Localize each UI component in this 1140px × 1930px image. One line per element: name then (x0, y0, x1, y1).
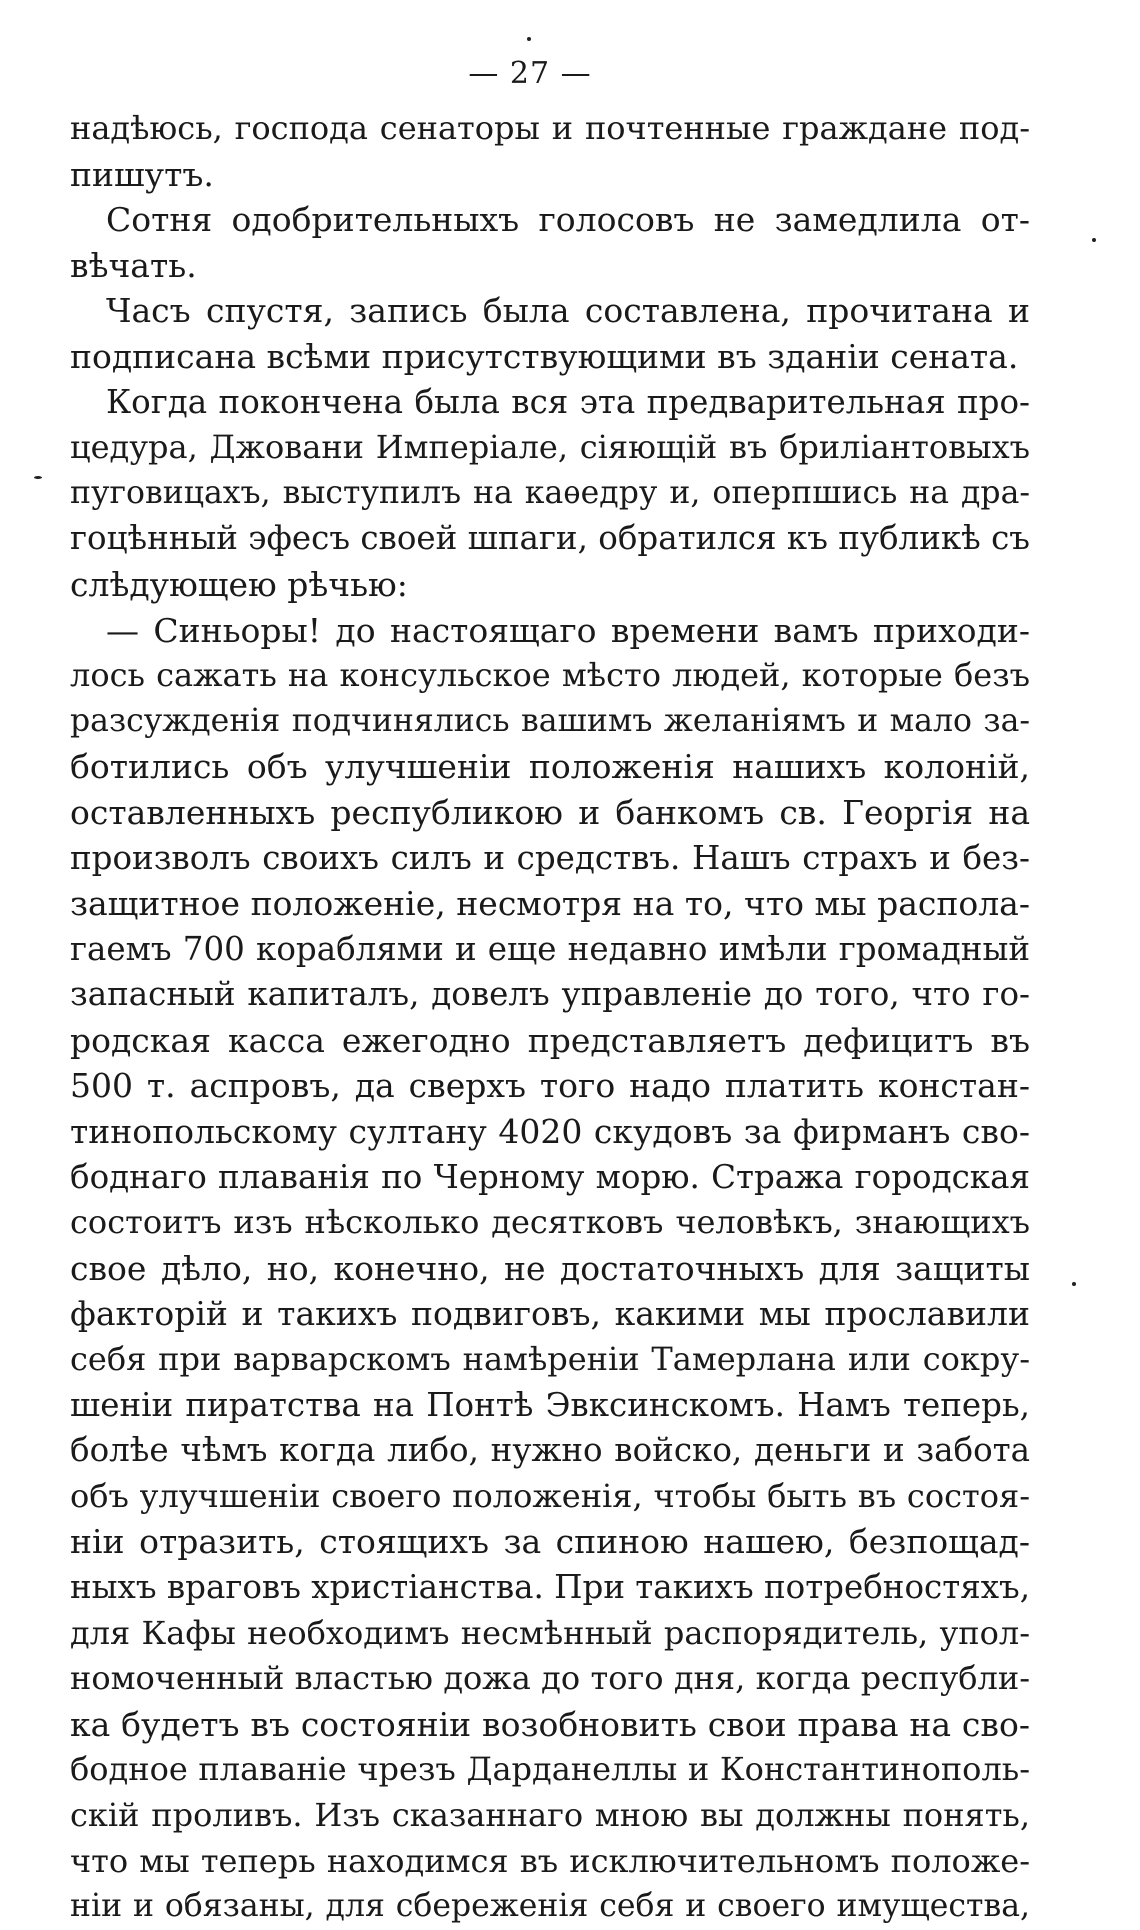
ink-speck (1092, 238, 1096, 242)
text-line: что мы теперь находимся въ исключительномъ положе- (70, 1841, 1030, 1880)
text-line: пуговицахъ, выступилъ на каѳедру и, оперпшись на дра- (70, 474, 1030, 511)
ink-speck (1072, 1282, 1076, 1286)
text-line: свое дѣло, но, конечно, не достаточныхъ для защиты (70, 1248, 1030, 1288)
text-line: запасный капиталъ, довелъ управленiе до того, что го- (70, 975, 1030, 1014)
text-line: лось сажать на консульское мѣсто людей, которые безъ (70, 656, 1030, 695)
text-line: подписана всѣми присутствующими въ зданiи сената. (70, 336, 1019, 376)
text-line: ныхъ враговъ христiанства. При такихъ потребностяхъ, (70, 1568, 1031, 1606)
text-line: тинопольскому султану 4020 скудовъ за фирманъ сво- (70, 1112, 1030, 1152)
paragraph (70, 380, 1030, 608)
text-line: произволъ своихъ силъ и средствъ. Нашъ страхъ и без- (70, 838, 1030, 877)
text-line: нiи и обязаны, для сбереженiя себя и своего имущества, (70, 1888, 1030, 1925)
text-line: скiй проливъ. Изъ сказаннаго мною вы должны понять, (70, 1795, 1030, 1834)
paragraph (70, 608, 1030, 1930)
text-line: разсужденiя подчинялись вашимъ желанiямъ и мало за- (70, 702, 1030, 739)
ink-speck (34, 476, 42, 479)
body-text (70, 106, 1030, 1930)
text-line: 500 т. аспровъ, да сверхъ того надо платить констан- (70, 1066, 1030, 1106)
text-line: себя при варварскомъ намѣренiи Тамерлана или сокру- (70, 1340, 1030, 1379)
text-line: Когда покончена была вся эта предварительная про- (106, 382, 1030, 421)
text-line: надѣюсь, господа сенаторы и почтенные граждане под- (70, 109, 1030, 147)
ink-speck (527, 37, 531, 41)
text-line: номоченный властью дожа до того дня, когда республи- (70, 1659, 1030, 1698)
text-line: нiи отразить, стоящихъ за спиною нашею, безпощад- (70, 1522, 1030, 1562)
text-line: гоцѣнный эфесъ своей шпаги, обратился къ публикѣ съ (70, 519, 1030, 558)
text-line: боднаго плаванiя по Черному морю. Стража городская (70, 1157, 1030, 1196)
text-line: для Кафы необходимъ несмѣнный распорядитель, упол- (70, 1613, 1030, 1652)
text-line: цедура, Джовани Имперiале, сiяющiй въ брилiантовыхъ (70, 428, 1030, 467)
text-line: состоитъ изъ нѣсколько десятковъ человѣкъ, знающихъ (70, 1203, 1030, 1242)
paragraph (70, 288, 1030, 379)
text-line: Часъ спустя, запись была составлена, прочитана и (106, 291, 1030, 331)
text-line: ботились объ улучшенiи положенiя нашихъ колонiй, (70, 747, 1030, 787)
text-line: слѣдующею рѣчью: (70, 564, 408, 604)
text-line: объ улучшенiи своего положенiя, чтобы быть въ состоя- (70, 1476, 1030, 1515)
text-line: пишутъ. (70, 154, 214, 194)
text-line: защитное положенiе, несмотря на то, что мы распола- (70, 884, 1030, 924)
page-number: — 27 — (468, 56, 592, 91)
text-line: факторiй и такихъ подвиговъ, какими мы прославили (70, 1294, 1030, 1334)
text-line: — Синьоры! до настоящаго времени вамъ приходи- (106, 610, 1030, 650)
text-line: ка будетъ въ состоянiи возобновить свои права на сво- (70, 1704, 1030, 1744)
text-line: вѣчать. (70, 245, 197, 285)
text-line: родская касса ежегодно представляетъ дефицитъ въ (70, 1020, 1030, 1060)
text-line: бодное плаванiе чрезъ Дарданеллы и Константинополь- (70, 1750, 1030, 1789)
paragraph (70, 106, 1030, 197)
text-line: Сотня одобрительныхъ голосовъ не замедлила от- (106, 200, 1030, 240)
paragraph (70, 197, 1030, 288)
text-line: шенiи пиратства на Понтѣ Эвксинскомъ. Намъ теперь, (70, 1385, 1030, 1424)
text-line: оставленныхъ республикою и банкомъ св. Георгiя на (70, 792, 1030, 832)
text-line: гаемъ 700 кораблями и еще недавно имѣли громадный (70, 929, 1030, 968)
text-line: болѣе чѣмъ когда либо, нужно войско, деньги и забота (70, 1431, 1030, 1470)
